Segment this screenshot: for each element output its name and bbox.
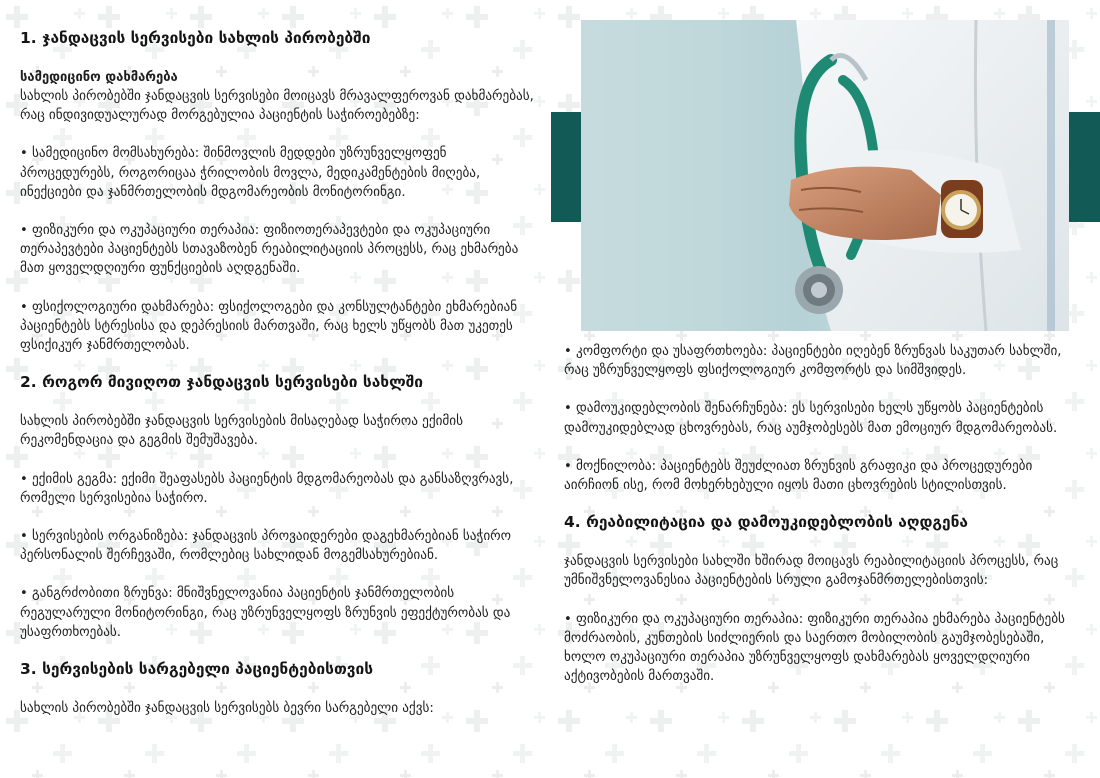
section-1-bullet-psych: • ფსიქოლოგიური დახმარება: ფსიქოლოგები და კონსულტანტები ეხმარებიან პაციენტებს სტრესისა და დეპრესიის მართვაში, რაც ხელს უწყობს მათ უკეთეს ფსიქიკურ ჯანმრთელობას. — [20, 299, 518, 354]
section-3-bullet-independence: • დამოუკიდებლობის შენარჩუნება: ეს სერვისები ხელს უწყობს პაციენტების დამოუკიდებლად ცხოვრებას, რაც აუმჯობესებს მათ ემოციურ მდგომარეობას. — [564, 401, 1058, 436]
accent-band-right — [1068, 112, 1100, 222]
section-1-title: 1. ჯანდაცვის სერვისები სახლის პირობებში — [20, 29, 371, 47]
section-4-intro: ჯანდაცვის სერვისები სახლში ხშირად მოიცავს რეაბილიტაციის პროცესს, რაც უმნიშვნელოვანესია პაციენტების სრული გამოჯანმრთელებისთვის: — [564, 554, 1059, 589]
section-3-bullet-comfort: • კომფორტი და უსაფრთხოება: პაციენტები იღებენ ზრუნვას საკუთარ სახლში, რაც უზრუნველყოფს ფსიქოლოგიურ კომფორტს და სიმშვიდეს. — [564, 344, 1062, 379]
left-text-column — [20, 28, 545, 737]
section-2-bullet-plan: • ექიმის გეგმა: ექიმი შეაფასებს პაციენტის მდგომარეობას და განსაზღვრავს, რომელი სერვისებია საჭირო. — [20, 471, 514, 506]
right-text-column — [564, 342, 1084, 705]
section-2-intro: სახლის პირობებში ჯანდაცვის სერვისების მისაღებად საჭიროა ექიმის რეკომენდაცია და გეგმის შემუშავება. — [20, 414, 464, 449]
section-1-bullet-medical: • სამედიცინო მომსახურება: შინმოვლის მედდები უზრუნველყოფენ პროცედურებს, როგორიცაა ჭრილობის მოვლა, მედიკამენტების მიღება, ინექციები და ჯანმრთელობის მდგომარეობის მონიტორინგი. — [20, 146, 481, 200]
section-1-subtitle: სამედიცინო დახმარება — [20, 70, 178, 85]
section-3-bullet-flexibility: • მოქნილობა: პაციენტებს შეუძლიათ ზრუნვის გრაფიკი და პროცედურები აირჩიონ ისე, რომ მოხერხებული იყოს მათი ცხოვრების სტილისთვის. — [564, 458, 1033, 494]
accent-band-left — [551, 112, 583, 222]
section-2-title: 2. როგორ მივიღოთ ჯანდაცვის სერვისები სახლში — [20, 373, 424, 392]
section-3-title: 3. სერვისების სარგებელი პაციენტებისთვის — [20, 660, 374, 679]
doctor-stethoscope-photo — [581, 20, 1069, 331]
section-4-title: 4. რეაბილიტაცია და დამოუკიდებლობის აღდგენა — [564, 513, 969, 532]
section-3-intro: სახლის პირობებში ჯანდაცვის სერვისებს ბევრი სარგებელი აქვს: — [20, 701, 434, 717]
section-4-bullet-therapy: • ფიზიკური და ოკუპაციური თერაპია: ფიზიკური თერაპია ეხმარება პაციენტებს მოძრაობის, კუნთების სიძლიერის და საერთო მობილობის გაუმჯობესებაში, ხოლო ოკუპაციური თერაპია უზრუნველყოფს დახმარებას ყოველდღიური აქტივობების მართვაში. — [564, 611, 1065, 685]
section-1-bullet-therapy: • ფიზიკური და ოკუპაციური თერაპია: ფიზიოთერაპევტები და ოკუპაციური თერაპევტები პაციენტებს სთავაზობენ რეაბილიტაციის პროცესს, რაც ეხმარება მათ ყოველდღიური ფუნქციების აღდგენაში. — [20, 223, 519, 277]
section-1-intro: სახლის პირობებში ჯანდაცვის სერვისები მოიცავს მრავალფეროვან დახმარებას, რაც ინდივიდუალურად მორგებულია პაციენტის საჭიროებებზე: — [20, 89, 534, 124]
section-2-bullet-continuous: • განგრძობითი ზრუნვა: მნიშვნელოვანია პაციენტის ჯანმრთელობის რეგულარული მონიტორინგი, რაც უზრუნველყოფს ზრუნვის ეფექტურობას და უსაფრთხოებას. — [20, 586, 511, 640]
section-2-bullet-organize: • სერვისების ორგანიზება: ჯანდაცვის პროვაიდერები დაგეხმარებიან საჭირო პერსონალის შერჩევაში, რომლებიც სახლიდან მოგემსახურებიან. — [20, 529, 512, 564]
header-photo-block — [551, 20, 1100, 331]
